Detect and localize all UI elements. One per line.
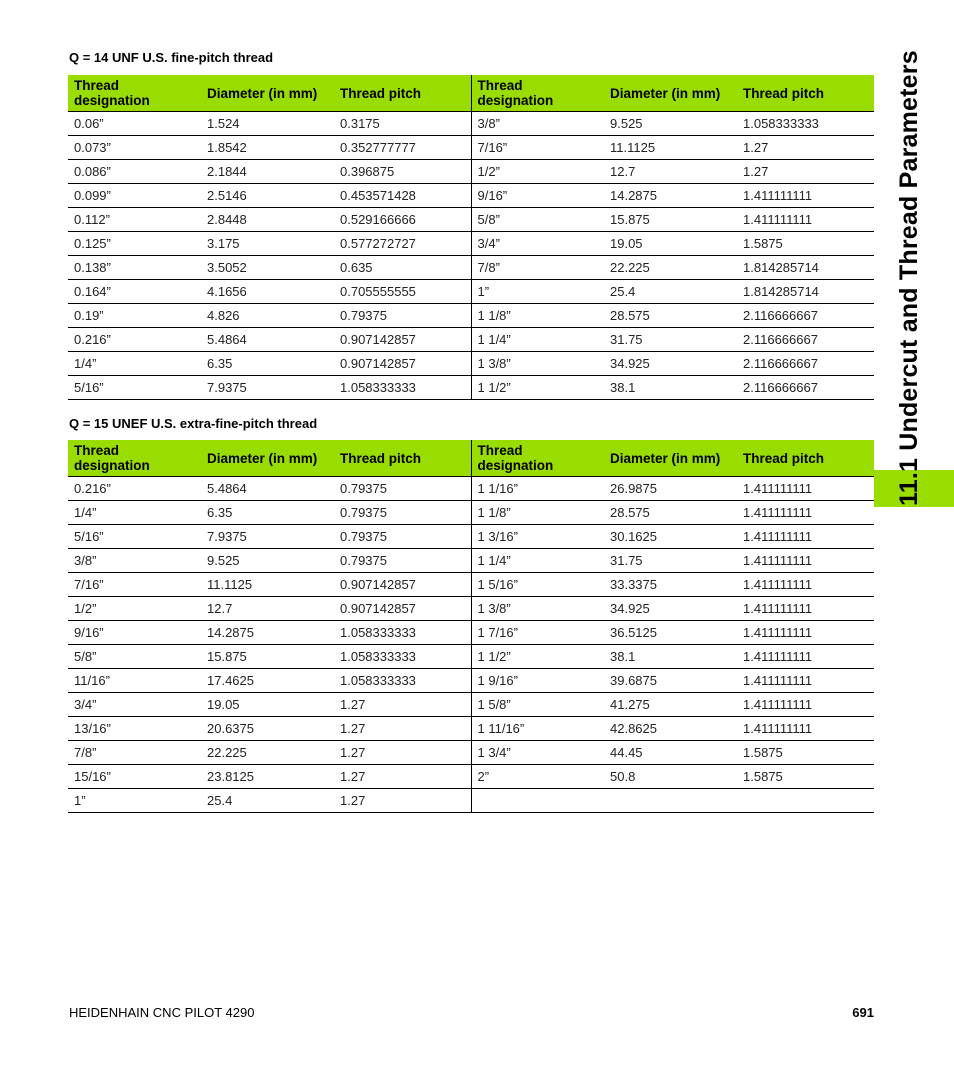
table-cell: 25.4 bbox=[604, 280, 737, 304]
table-cell: 1.411111111 bbox=[737, 573, 874, 597]
table-cell: 0.705555555 bbox=[334, 280, 471, 304]
section-title-unf: Q = 14 UNF U.S. fine-pitch thread bbox=[69, 50, 274, 65]
table-cell: 3/8” bbox=[471, 112, 604, 136]
table-row bbox=[68, 693, 874, 717]
table-cell: 1 1/4” bbox=[471, 328, 604, 352]
table-cell: 2” bbox=[471, 765, 604, 789]
table-cell: 20.6375 bbox=[201, 717, 334, 741]
table-cell: 14.2875 bbox=[604, 184, 737, 208]
table-cell: 1 3/16” bbox=[471, 525, 604, 549]
table-cell: 1.524 bbox=[201, 112, 334, 136]
header-diameter: Diameter (in mm) bbox=[201, 440, 334, 477]
table-cell: 4.826 bbox=[201, 304, 334, 328]
table-cell: 1.058333333 bbox=[334, 669, 471, 693]
table-cell: 0.19” bbox=[68, 304, 201, 328]
table-row bbox=[68, 669, 874, 693]
table-row bbox=[68, 477, 874, 501]
table-cell: 25.4 bbox=[201, 789, 334, 813]
table-cell: 1 1/16” bbox=[471, 477, 604, 501]
table-cell: 1.058333333 bbox=[334, 376, 471, 400]
table-cell: 1.058333333 bbox=[334, 621, 471, 645]
table-cell: 11.1125 bbox=[201, 573, 334, 597]
header-thread-designation: Thread designation bbox=[68, 440, 201, 477]
table-cell: 28.575 bbox=[604, 304, 737, 328]
section-title-unef: Q = 15 UNEF U.S. extra-fine-pitch thread bbox=[69, 416, 318, 431]
table-cell: 9.525 bbox=[201, 549, 334, 573]
header-diameter: Diameter (in mm) bbox=[201, 75, 334, 112]
table-header-row bbox=[68, 75, 874, 112]
table-cell: 0.3175 bbox=[334, 112, 471, 136]
table-cell: 31.75 bbox=[604, 328, 737, 352]
table-row bbox=[68, 304, 874, 328]
table-cell: 3/8” bbox=[68, 549, 201, 573]
footer-product-name: HEIDENHAIN CNC PILOT 4290 bbox=[69, 1005, 255, 1020]
table-cell: 5/8” bbox=[68, 645, 201, 669]
table-cell: 42.8625 bbox=[604, 717, 737, 741]
table-cell: 6.35 bbox=[201, 352, 334, 376]
table-row bbox=[68, 741, 874, 765]
table-cell: 0.164” bbox=[68, 280, 201, 304]
table-cell: 23.8125 bbox=[201, 765, 334, 789]
table-cell: 41.275 bbox=[604, 693, 737, 717]
chapter-side-title: 11.1 Undercut and Thread Parameters bbox=[895, 50, 923, 506]
table-cell: 2.116666667 bbox=[737, 352, 874, 376]
table-cell: 7.9375 bbox=[201, 525, 334, 549]
table-cell bbox=[737, 789, 874, 813]
table-cell: 34.925 bbox=[604, 352, 737, 376]
table-cell: 1.058333333 bbox=[737, 112, 874, 136]
table-cell: 1.411111111 bbox=[737, 184, 874, 208]
table-row bbox=[68, 573, 874, 597]
table-cell: 0.453571428 bbox=[334, 184, 471, 208]
table-cell: 1.411111111 bbox=[737, 477, 874, 501]
table-cell: 11.1125 bbox=[604, 136, 737, 160]
table-cell bbox=[471, 789, 604, 813]
table-cell: 2.116666667 bbox=[737, 328, 874, 352]
table-cell: 36.5125 bbox=[604, 621, 737, 645]
table-cell: 1.058333333 bbox=[334, 645, 471, 669]
table-cell: 28.575 bbox=[604, 501, 737, 525]
table-cell: 1” bbox=[68, 789, 201, 813]
table-cell: 9/16” bbox=[471, 184, 604, 208]
table-cell: 15/16” bbox=[68, 765, 201, 789]
table-cell: 1/4” bbox=[68, 501, 201, 525]
table-cell: 1 5/8” bbox=[471, 693, 604, 717]
table-cell: 1.814285714 bbox=[737, 256, 874, 280]
header-thread-designation: Thread designation bbox=[471, 75, 604, 112]
header-diameter: Diameter (in mm) bbox=[604, 440, 737, 477]
table-cell: 15.875 bbox=[201, 645, 334, 669]
table-cell: 5.4864 bbox=[201, 328, 334, 352]
table-cell: 0.577272727 bbox=[334, 232, 471, 256]
table-cell: 1.27 bbox=[334, 789, 471, 813]
table-cell: 0.635 bbox=[334, 256, 471, 280]
table-row bbox=[68, 501, 874, 525]
table-cell: 0.112” bbox=[68, 208, 201, 232]
table-cell: 38.1 bbox=[604, 376, 737, 400]
table-cell: 7/8” bbox=[471, 256, 604, 280]
table-cell: 1.411111111 bbox=[737, 525, 874, 549]
table-cell: 1.8542 bbox=[201, 136, 334, 160]
table-cell: 1.411111111 bbox=[737, 621, 874, 645]
table-cell: 7/16” bbox=[68, 573, 201, 597]
table-cell: 1.5875 bbox=[737, 232, 874, 256]
table-cell: 39.6875 bbox=[604, 669, 737, 693]
table-cell: 7.9375 bbox=[201, 376, 334, 400]
table-cell: 1.5875 bbox=[737, 765, 874, 789]
table-cell: 1.5875 bbox=[737, 741, 874, 765]
table-cell: 30.1625 bbox=[604, 525, 737, 549]
table-cell: 3/4” bbox=[471, 232, 604, 256]
table-cell: 9/16” bbox=[68, 621, 201, 645]
header-thread-pitch: Thread pitch bbox=[737, 75, 874, 112]
table-cell: 0.529166666 bbox=[334, 208, 471, 232]
table-cell: 2.1844 bbox=[201, 160, 334, 184]
table-cell: 2.116666667 bbox=[737, 304, 874, 328]
table-header-row bbox=[68, 440, 874, 477]
unf-table-body bbox=[68, 112, 874, 400]
table-cell: 15.875 bbox=[604, 208, 737, 232]
header-thread-designation: Thread designation bbox=[68, 75, 201, 112]
table-cell: 7/8” bbox=[68, 741, 201, 765]
table-cell: 0.138” bbox=[68, 256, 201, 280]
table-row bbox=[68, 256, 874, 280]
table-cell: 0.216” bbox=[68, 477, 201, 501]
table-cell: 14.2875 bbox=[201, 621, 334, 645]
table-row bbox=[68, 328, 874, 352]
unf-thread-table bbox=[68, 75, 874, 400]
table-cell: 1/2” bbox=[471, 160, 604, 184]
table-cell: 5/16” bbox=[68, 376, 201, 400]
table-cell: 22.225 bbox=[604, 256, 737, 280]
table-cell: 1.814285714 bbox=[737, 280, 874, 304]
table-row bbox=[68, 352, 874, 376]
table-cell: 5/16” bbox=[68, 525, 201, 549]
page-number: 691 bbox=[852, 1005, 874, 1020]
table-cell: 0.79375 bbox=[334, 304, 471, 328]
table-cell: 6.35 bbox=[201, 501, 334, 525]
table-cell: 1.411111111 bbox=[737, 208, 874, 232]
table-cell: 0.396875 bbox=[334, 160, 471, 184]
table-cell: 17.4625 bbox=[201, 669, 334, 693]
table-cell: 0.907142857 bbox=[334, 352, 471, 376]
table-cell: 3/4” bbox=[68, 693, 201, 717]
table-row bbox=[68, 232, 874, 256]
table-cell: 1.411111111 bbox=[737, 693, 874, 717]
table-cell: 1.27 bbox=[334, 693, 471, 717]
table-row bbox=[68, 765, 874, 789]
header-diameter: Diameter (in mm) bbox=[604, 75, 737, 112]
table-cell: 1 3/4” bbox=[471, 741, 604, 765]
table-cell: 13/16” bbox=[68, 717, 201, 741]
table-cell: 0.216” bbox=[68, 328, 201, 352]
table-cell: 1 3/8” bbox=[471, 352, 604, 376]
table-cell: 1/2” bbox=[68, 597, 201, 621]
table-row bbox=[68, 621, 874, 645]
table-cell: 1 1/2” bbox=[471, 376, 604, 400]
header-thread-designation: Thread designation bbox=[471, 440, 604, 477]
table-cell: 34.925 bbox=[604, 597, 737, 621]
table-cell: 0.099” bbox=[68, 184, 201, 208]
table-cell: 0.352777777 bbox=[334, 136, 471, 160]
table-cell: 50.8 bbox=[604, 765, 737, 789]
table-cell: 0.79375 bbox=[334, 501, 471, 525]
table-cell: 22.225 bbox=[201, 741, 334, 765]
table-cell: 1 1/4” bbox=[471, 549, 604, 573]
table-cell: 1 9/16” bbox=[471, 669, 604, 693]
table-cell: 33.3375 bbox=[604, 573, 737, 597]
table-cell: 0.086” bbox=[68, 160, 201, 184]
table-cell: 5/8” bbox=[471, 208, 604, 232]
table-cell: 0.79375 bbox=[334, 525, 471, 549]
table-cell: 0.06” bbox=[68, 112, 201, 136]
table-cell: 0.907142857 bbox=[334, 328, 471, 352]
table-cell: 1 7/16” bbox=[471, 621, 604, 645]
table-cell: 1/4” bbox=[68, 352, 201, 376]
table-cell: 1.411111111 bbox=[737, 717, 874, 741]
table-cell: 26.9875 bbox=[604, 477, 737, 501]
header-thread-pitch: Thread pitch bbox=[737, 440, 874, 477]
table-cell: 4.1656 bbox=[201, 280, 334, 304]
table-row bbox=[68, 136, 874, 160]
table-cell: 1 11/16” bbox=[471, 717, 604, 741]
table-cell: 1 1/8” bbox=[471, 501, 604, 525]
table-row bbox=[68, 184, 874, 208]
table-row bbox=[68, 160, 874, 184]
table-row bbox=[68, 717, 874, 741]
table-row bbox=[68, 597, 874, 621]
table-cell: 1.27 bbox=[737, 160, 874, 184]
table-cell: 1.411111111 bbox=[737, 597, 874, 621]
table-cell: 2.5146 bbox=[201, 184, 334, 208]
table-cell: 12.7 bbox=[604, 160, 737, 184]
table-cell: 19.05 bbox=[604, 232, 737, 256]
table-row bbox=[68, 112, 874, 136]
table-row bbox=[68, 645, 874, 669]
table-cell: 1.411111111 bbox=[737, 549, 874, 573]
header-thread-pitch: Thread pitch bbox=[334, 75, 471, 112]
table-cell: 1 3/8” bbox=[471, 597, 604, 621]
table-cell: 9.525 bbox=[604, 112, 737, 136]
table-row bbox=[68, 208, 874, 232]
table-cell: 0.125” bbox=[68, 232, 201, 256]
table-cell: 2.8448 bbox=[201, 208, 334, 232]
table-cell: 1.411111111 bbox=[737, 645, 874, 669]
table-cell: 12.7 bbox=[201, 597, 334, 621]
table-cell: 19.05 bbox=[201, 693, 334, 717]
table-cell: 1.27 bbox=[737, 136, 874, 160]
table-cell: 1.27 bbox=[334, 717, 471, 741]
table-cell: 1.27 bbox=[334, 765, 471, 789]
table-cell: 1.411111111 bbox=[737, 669, 874, 693]
table-cell bbox=[604, 789, 737, 813]
table-row bbox=[68, 789, 874, 813]
table-cell: 3.175 bbox=[201, 232, 334, 256]
table-cell: 7/16” bbox=[471, 136, 604, 160]
table-row bbox=[68, 376, 874, 400]
table-cell: 0.907142857 bbox=[334, 597, 471, 621]
unef-table-body bbox=[68, 477, 874, 813]
table-cell: 38.1 bbox=[604, 645, 737, 669]
table-cell: 0.073” bbox=[68, 136, 201, 160]
table-cell: 1.27 bbox=[334, 741, 471, 765]
table-cell: 1 1/8” bbox=[471, 304, 604, 328]
header-thread-pitch: Thread pitch bbox=[334, 440, 471, 477]
table-cell: 11/16” bbox=[68, 669, 201, 693]
table-cell: 1.411111111 bbox=[737, 501, 874, 525]
table-cell: 3.5052 bbox=[201, 256, 334, 280]
table-cell: 1 5/16” bbox=[471, 573, 604, 597]
table-row bbox=[68, 280, 874, 304]
table-row bbox=[68, 549, 874, 573]
table-cell: 1” bbox=[471, 280, 604, 304]
table-cell: 5.4864 bbox=[201, 477, 334, 501]
table-cell: 2.116666667 bbox=[737, 376, 874, 400]
unef-thread-table bbox=[68, 440, 874, 813]
table-cell: 0.79375 bbox=[334, 477, 471, 501]
table-row bbox=[68, 525, 874, 549]
table-cell: 1 1/2” bbox=[471, 645, 604, 669]
table-cell: 31.75 bbox=[604, 549, 737, 573]
table-cell: 0.907142857 bbox=[334, 573, 471, 597]
table-cell: 0.79375 bbox=[334, 549, 471, 573]
table-cell: 44.45 bbox=[604, 741, 737, 765]
